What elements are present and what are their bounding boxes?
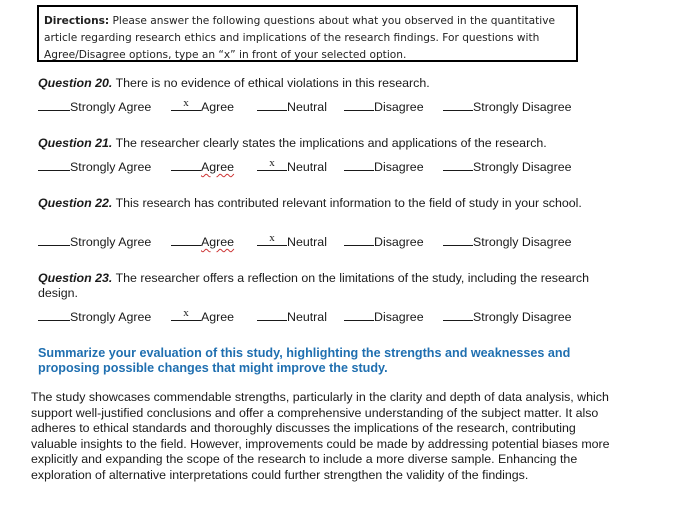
option-agree[interactable] [171, 98, 234, 115]
option-label: Neutral [287, 100, 327, 114]
selection-mark: x [183, 307, 189, 319]
option-blank[interactable] [344, 233, 374, 246]
question-text: The researcher offers a reflection on the limitations of the study, including the research design. [38, 271, 589, 300]
option-strongly-disagree[interactable] [443, 233, 571, 250]
option-agree[interactable] [171, 308, 234, 325]
option-blank[interactable] [38, 98, 70, 111]
directions-label: Directions: [44, 15, 110, 27]
option-blank[interactable] [38, 158, 70, 171]
option-blank[interactable] [171, 233, 201, 246]
selection-mark: x [269, 232, 275, 244]
question-23 [38, 271, 598, 301]
directions-box [37, 5, 578, 62]
option-label: Strongly Agree [70, 160, 152, 174]
option-neutral[interactable] [257, 158, 327, 175]
directions-text: Please answer the following questions about what you observed in the quantitative article regarding research ethics and implications of the research findings. For questions with Agree/Disagree options, type an “x” in front of your selected option. [44, 15, 555, 61]
option-blank[interactable] [38, 233, 70, 246]
option-label: Strongly Agree [70, 310, 152, 324]
question-label: Question 23. [38, 271, 113, 285]
option-label: Strongly Disagree [473, 160, 572, 174]
question-text: There is no evidence of ethical violations in this research. [112, 76, 430, 90]
option-blank[interactable] [443, 308, 473, 321]
question-text: This research has contributed relevant information to the field of study in your school. [112, 196, 582, 210]
option-label: Agree [201, 100, 235, 114]
option-blank[interactable] [257, 158, 287, 171]
option-blank[interactable] [443, 233, 473, 246]
selection-mark: x [269, 157, 275, 169]
option-label: Neutral [287, 160, 327, 174]
option-agree[interactable] [171, 233, 234, 250]
option-label: Agree [201, 310, 235, 324]
option-blank[interactable] [344, 308, 374, 321]
question-20 [38, 76, 598, 91]
option-strongly-agree[interactable] [38, 98, 151, 115]
summary-heading: Summarize your evaluation of this study, highlighting the strengths and weaknesses and proposing possible changes that might improve the study. [38, 346, 571, 375]
option-label: Disagree [374, 160, 424, 174]
option-label: Strongly Agree [70, 235, 152, 249]
option-blank[interactable] [171, 308, 201, 321]
option-label: Strongly Disagree [473, 100, 572, 114]
question-label: Question 20. [38, 76, 113, 90]
option-blank[interactable] [344, 98, 374, 111]
option-strongly-agree[interactable] [38, 308, 151, 325]
option-blank[interactable] [171, 158, 201, 171]
option-label: Disagree [374, 310, 424, 324]
option-label: Agree [201, 235, 235, 249]
option-neutral[interactable] [257, 233, 327, 250]
option-strongly-disagree[interactable] [443, 98, 571, 115]
option-blank[interactable] [257, 308, 287, 321]
option-blank[interactable] [443, 158, 473, 171]
question-21 [38, 136, 598, 151]
option-strongly-disagree[interactable] [443, 158, 571, 175]
option-blank[interactable] [171, 98, 201, 111]
option-strongly-disagree[interactable] [443, 308, 571, 325]
option-label: Strongly Disagree [473, 310, 572, 324]
option-label: Strongly Agree [70, 100, 152, 114]
option-blank[interactable] [344, 158, 374, 171]
question-text: The researcher clearly states the implications and applications of the research. [112, 136, 547, 150]
option-label: Neutral [287, 310, 327, 324]
option-strongly-agree[interactable] [38, 233, 151, 250]
option-blank[interactable] [257, 233, 287, 246]
option-label: Neutral [287, 235, 327, 249]
option-agree[interactable] [171, 158, 234, 175]
option-label: Disagree [374, 100, 424, 114]
option-disagree[interactable] [344, 158, 424, 175]
option-blank[interactable] [257, 98, 287, 111]
question-22 [38, 196, 598, 211]
option-disagree[interactable] [344, 98, 424, 115]
option-label: Agree [201, 160, 235, 174]
option-disagree[interactable] [344, 233, 424, 250]
option-label: Disagree [374, 235, 424, 249]
selection-mark: x [183, 97, 189, 109]
option-neutral[interactable] [257, 98, 327, 115]
option-blank[interactable] [38, 308, 70, 321]
option-strongly-agree[interactable] [38, 158, 151, 175]
option-blank[interactable] [443, 98, 473, 111]
question-label: Question 22. [38, 196, 113, 210]
question-label: Question 21. [38, 136, 113, 150]
option-neutral[interactable] [257, 308, 327, 325]
summary-response[interactable]: The study showcases commendable strengths, particularly in the clarity and depth of data analysis, which support well-justified conclusions and offer a comprehensive understanding of the subject matter. It also adheres to ethical standards and thoroughly discusses the implications of the research, contributing valuable insights to the field. However, improvements could be made by addressing potential biases more explicitly and expanding the scope of the research to include a more diverse sample. Enhancing the exploration of alternative interpretations could further strengthen the validity of the findings. [31, 390, 610, 482]
option-label: Strongly Disagree [473, 235, 572, 249]
option-disagree[interactable] [344, 308, 424, 325]
